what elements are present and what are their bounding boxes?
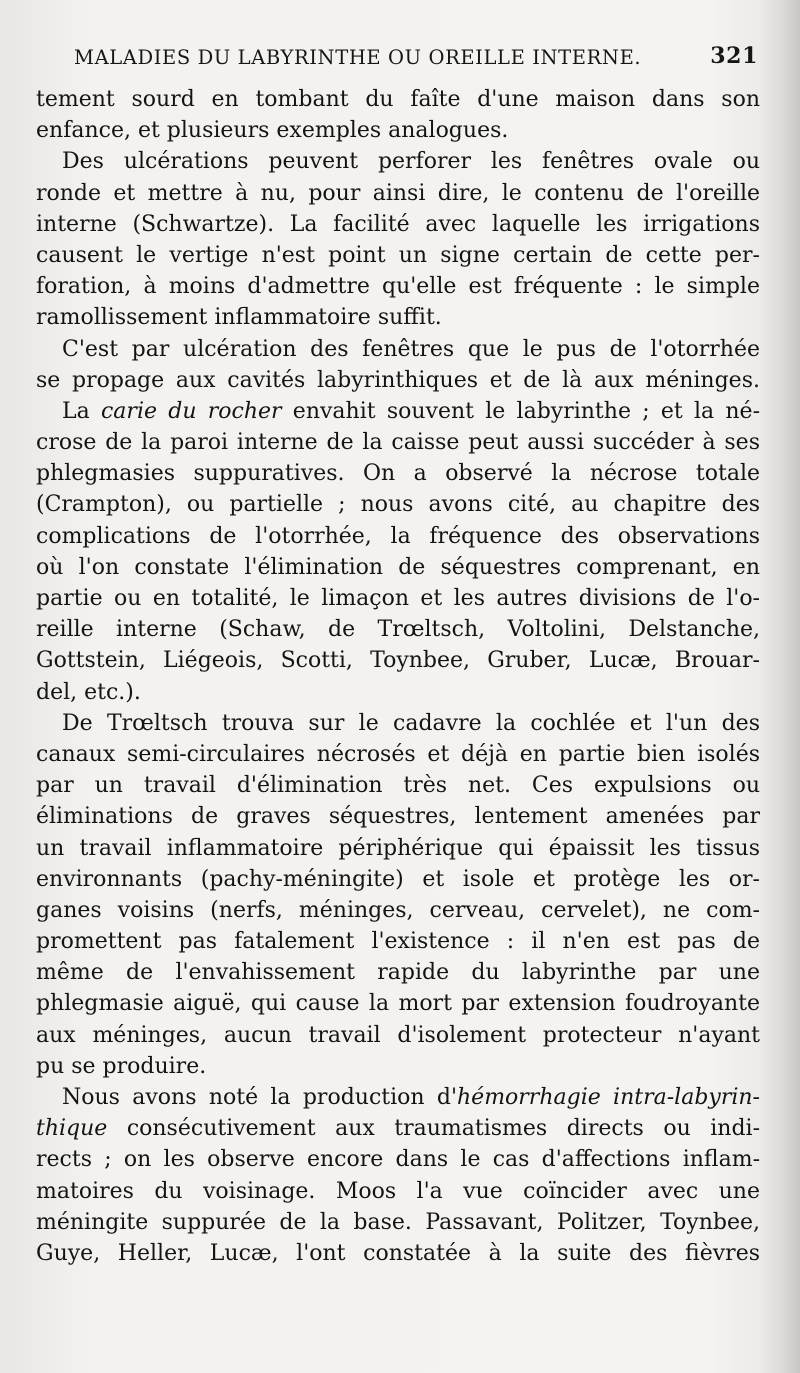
text-line: rects ; on les observe encore dans le cas d'affections inflam- xyxy=(36,1147,760,1173)
text-line: éliminations de graves séquestres, lentement amenées par xyxy=(36,804,760,830)
text-line: La carie du rocher envahit souvent le labyrinthe ; et la né- xyxy=(62,398,761,424)
text-line: Guye, Heller, Lucæ, l'ont constatée à la suite des fièvres xyxy=(36,1240,760,1266)
text-line: se propage aux cavités labyrinthiques et de là aux méninges. xyxy=(36,367,760,393)
text-line: partie ou en totalité, le limaçon et les autres divisions de l'o- xyxy=(36,586,760,611)
text-line: même de l'envahissement rapide du labyrinthe par une xyxy=(36,960,760,986)
text-line: ronde et mettre à nu, pour ainsi dire, le contenu de l'oreille xyxy=(36,180,760,206)
text-line: Des ulcérations peuvent perforer les fenêtres ovale ou xyxy=(62,149,760,175)
text-line: Nous avons noté la production d'hémorrhagie intra-labyrin- xyxy=(62,1085,760,1110)
text-line: un travail inflammatoire périphérique qui épaissit les tissus xyxy=(36,835,760,861)
text-line: phlegmasie aiguë, qui cause la mort par extension foudroyante xyxy=(36,991,760,1017)
page-edge-shadow xyxy=(760,0,800,1373)
text-line: ramollissement inflammatoire suffit. xyxy=(36,305,442,331)
text-line: par un travail d'élimination très net. Ces expulsions ou xyxy=(36,773,760,799)
text-line: tement sourd en tombant du faîte d'une maison dans son xyxy=(36,87,760,112)
text-line: environnants (pachy-méningite) et isole et protège les or- xyxy=(36,866,760,892)
text-line: Gottstein, Liégeois, Scotti, Toynbee, Gruber, Lucæ, Brouar- xyxy=(36,648,760,674)
text-line: complications de l'otorrhée, la fréquence des observations xyxy=(36,523,760,549)
italic-term: thique xyxy=(36,1116,108,1142)
text-line: matoires du voisinage. Moos l'a vue coïncider avec une xyxy=(36,1178,760,1204)
page-header xyxy=(74,40,758,76)
text-line: crose de la paroi interne de la caisse peut aussi succéder à ses xyxy=(36,430,760,456)
text-line: promettent pas fatalement l'existence : il n'en est pas de xyxy=(36,929,760,955)
running-title: MALADIES DU LABYRINTHE OU OREILLE INTERNE. xyxy=(74,46,642,69)
body-text xyxy=(36,84,760,1269)
text-line: interne (Schwartze). La facilité avec laquelle les irrigations xyxy=(36,211,760,237)
page-number: 321 xyxy=(710,43,758,69)
text-line: C'est par ulcération des fenêtres que le pus de l'otorrhée xyxy=(62,336,760,362)
italic-term: carie du rocher xyxy=(100,398,282,424)
text-line: foration, à moins d'admettre qu'elle est fréquente : le simple xyxy=(36,274,760,300)
text-line: enfance, et plusieurs exemples analogues. xyxy=(36,118,509,144)
text-line: phlegmasies suppuratives. On a observé la nécrose totale xyxy=(36,461,760,487)
text-line: méningite suppurée de la base. Passavant, Politzer, Toynbee, xyxy=(36,1209,760,1235)
text-line: thique consécutivement aux traumatismes directs ou indi- xyxy=(36,1116,760,1142)
text-line: où l'on constate l'élimination de séquestres comprenant, en xyxy=(36,554,760,580)
text-line: ganes voisins (nerfs, méninges, cerveau, cervelet), ne com- xyxy=(36,897,760,923)
text-line: causent le vertige n'est point un signe certain de cette per- xyxy=(36,242,760,268)
text-line: De Trœltsch trouva sur le cadavre la cochlée et l'un des xyxy=(62,710,760,736)
italic-term: hémorrhagie intra-labyrin- xyxy=(457,1085,760,1110)
text-line: aux méninges, aucun travail d'isolement protecteur n'ayant xyxy=(36,1022,760,1048)
text-line: (Crampton), ou partielle ; nous avons cité, au chapitre des xyxy=(36,492,760,518)
text-line: reille interne (Schaw, de Trœltsch, Voltolini, Delstanche, xyxy=(36,617,760,643)
text-line: pu se produire. xyxy=(36,1053,207,1079)
text-line: del, etc.). xyxy=(36,679,141,705)
text-line: canaux semi-circulaires nécrosés et déjà en partie bien isolés xyxy=(36,741,760,767)
